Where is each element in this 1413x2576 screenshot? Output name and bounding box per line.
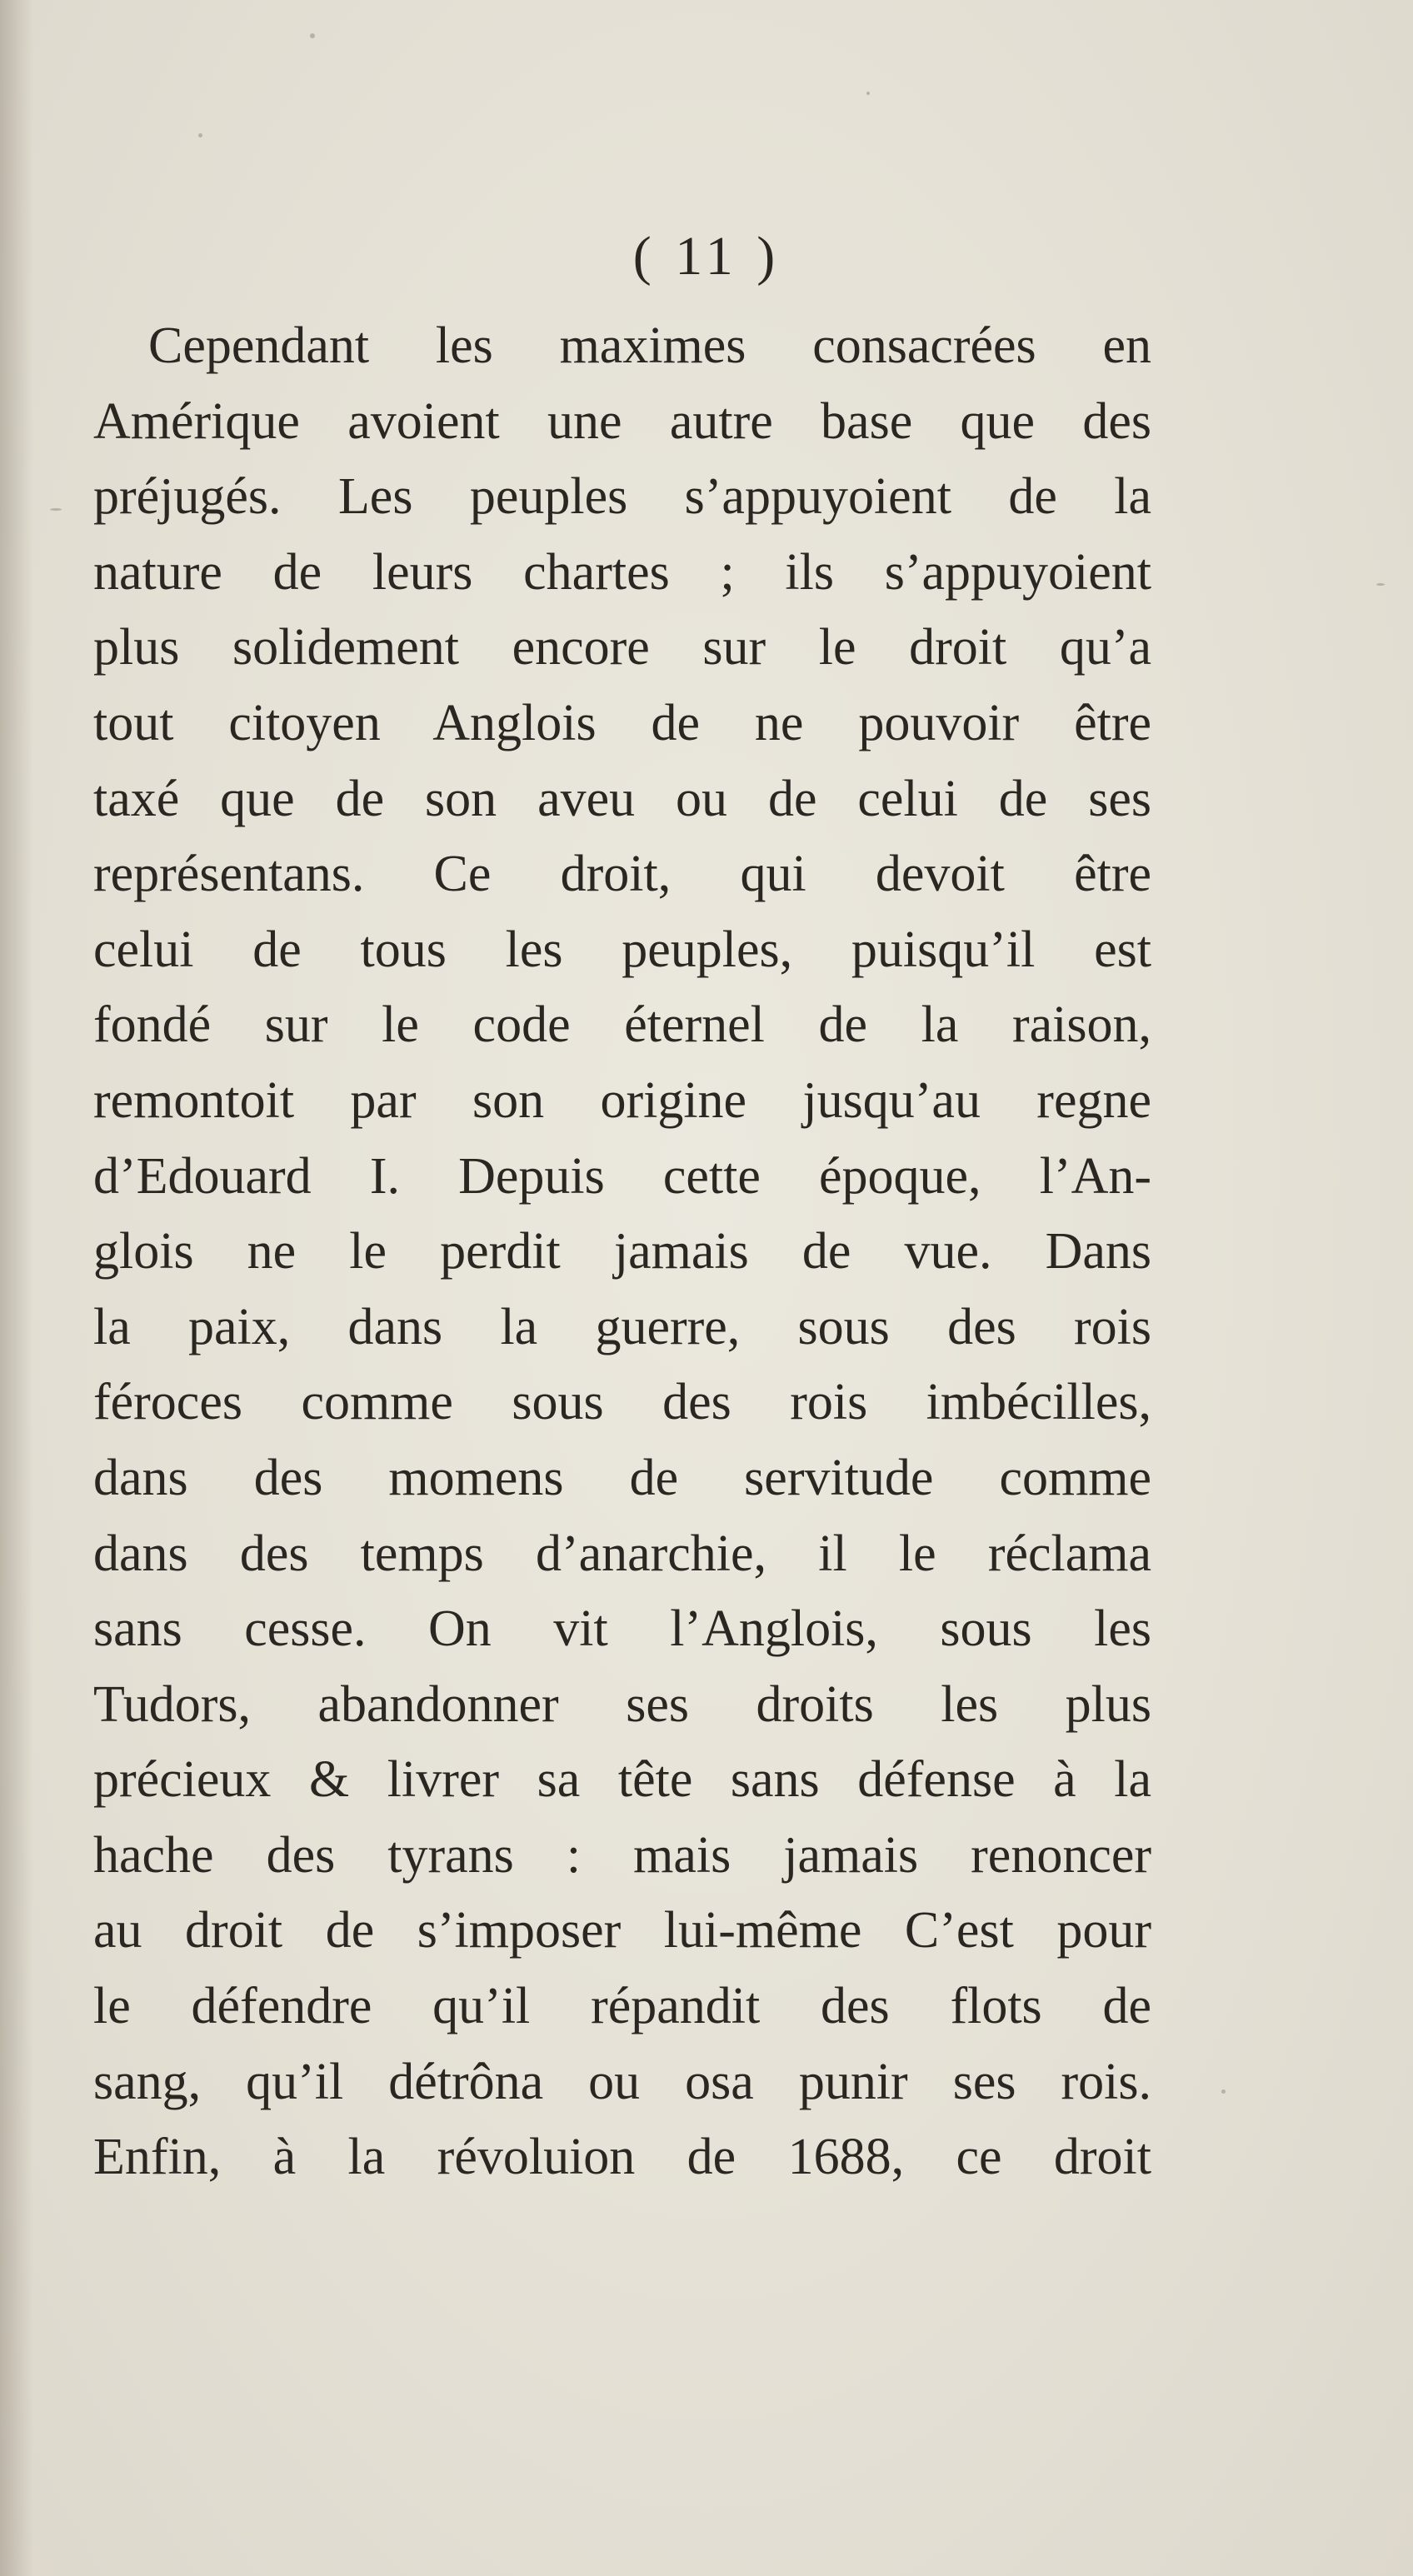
paper-speck [198, 133, 202, 137]
text-line: la paix, dans la guerre, sous des rois [93, 1298, 1151, 1355]
paper-speck [50, 508, 62, 511]
paper-speck [1376, 583, 1385, 586]
paper-speck [1221, 2089, 1226, 2094]
text-line: Cependant les maximes consacrées en [148, 317, 1151, 374]
binding-shadow [0, 0, 33, 2576]
text-line: représentans. Ce droit, qui devoit être [93, 846, 1151, 903]
text-line: tout citoyen Anglois de ne pouvoir être [93, 694, 1151, 751]
text-line: au droit de s’imposer lui-même C’est pour [93, 1902, 1151, 1959]
body-text [93, 308, 1151, 2195]
text-line: celui de tous les peuples, puisqu’il est [93, 921, 1151, 978]
text-line: glois ne le perdit jamais de vue. Dans [93, 1223, 1151, 1281]
text-line: Amérique avoient une autre base que des [93, 392, 1151, 450]
text-line: sans cesse. On vit l’Anglois, sous les [93, 1600, 1151, 1658]
text-line: taxé que de son aveu ou de celui de ses [93, 770, 1151, 827]
text-line: précieux & livrer sa tête sans défense à la [93, 1751, 1151, 1809]
text-line: Enfin, à la révoluion de 1688, ce droit [93, 2129, 1151, 2186]
text-line: féroces comme sous des rois imbécilles, [93, 1374, 1151, 1431]
text-line: préjugés. Les peuples s’appuyoient de la [93, 468, 1151, 526]
text-line: hache des tyrans : mais jamais renoncer [93, 1826, 1151, 1884]
text-line: le défendre qu’il répandit des flots de [93, 1978, 1151, 2035]
paper-speck [866, 92, 870, 95]
text-line: dans des temps d’anarchie, il le réclama [93, 1525, 1151, 1582]
text-line: dans des momens de servitude comme [93, 1449, 1151, 1506]
text-line: Tudors, abandonner ses droits les plus [93, 1675, 1151, 1733]
text-line: sang, qu’il détrôna ou osa punir ses rois. [93, 2053, 1151, 2110]
text-line: plus solidement encore sur le droit qu’a [93, 619, 1151, 676]
text-line: d’Edouard I. Depuis cette époque, l’An- [93, 1147, 1151, 1205]
page-number: ( 11 ) [632, 226, 781, 287]
text-line: nature de leurs chartes ; ils s’appuyoient [93, 543, 1151, 601]
paper-speck [310, 33, 315, 38]
text-line: remontoit par son origine jusqu’au regne [93, 1071, 1151, 1129]
text-line: fondé sur le code éternel de la raison, [93, 996, 1151, 1054]
